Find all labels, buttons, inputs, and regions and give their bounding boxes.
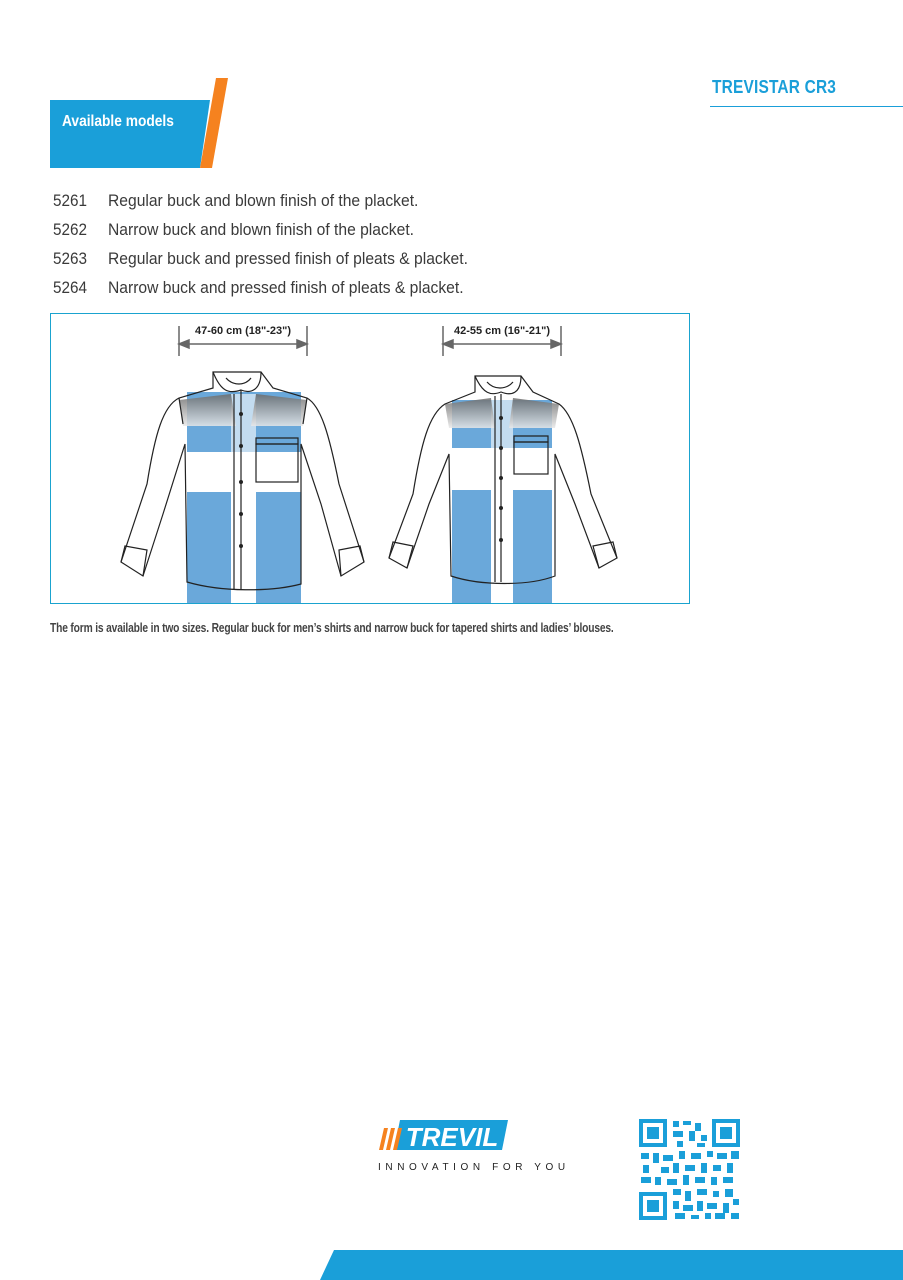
- narrow-dimension-label: 42-55 cm (16"-21"): [453, 325, 551, 337]
- model-description: Regular buck and pressed finish of pleats & placket.: [108, 248, 468, 268]
- footer-band: [0, 1250, 903, 1280]
- header-divider: [710, 106, 903, 107]
- regular-shirt: [121, 325, 364, 603]
- qr-code[interactable]: [639, 1119, 740, 1220]
- model-code: 5262: [53, 219, 88, 239]
- list-item: [53, 244, 499, 273]
- models-list: [53, 186, 499, 302]
- model-code: 5263: [53, 248, 88, 268]
- narrow-shirt: [389, 325, 617, 603]
- logo-tagline: INNOVATION FOR YOU: [378, 1162, 570, 1173]
- regular-dimension-label: 47-60 cm (18"-23"): [194, 325, 292, 337]
- logo-brand-text: TREVIL: [405, 1122, 499, 1152]
- model-code: 5264: [53, 277, 88, 297]
- list-item: [53, 215, 499, 244]
- trevil-logo: [378, 1118, 510, 1152]
- list-item: [53, 186, 499, 215]
- model-description: Regular buck and blown finish of the placket.: [108, 190, 419, 210]
- list-item: [53, 273, 499, 302]
- document-title: TREVISTAR CR3: [712, 77, 837, 97]
- figure-caption: The form is available in two sizes. Regular buck for men’s shirts and narrow buck for tapered shirts and ladies’ blouses.: [50, 621, 614, 635]
- model-description: Narrow buck and pressed finish of pleats & placket.: [108, 277, 464, 297]
- model-description: Narrow buck and blown finish of the placket.: [108, 219, 415, 239]
- shirt-sizes-figure: [50, 313, 690, 604]
- section-tab-label: Available models: [62, 113, 174, 130]
- shirt-illustration: [51, 314, 689, 603]
- model-code: 5261: [53, 190, 88, 210]
